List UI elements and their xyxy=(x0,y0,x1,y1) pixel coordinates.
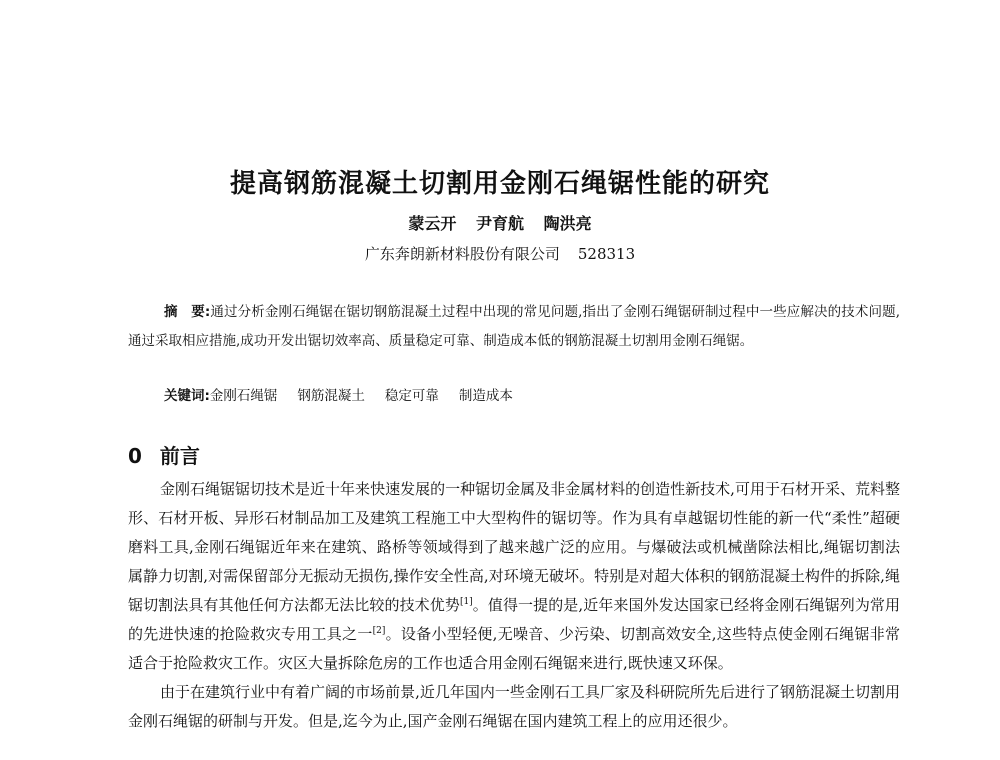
keyword: 金刚石绳锯 xyxy=(209,388,278,404)
citation-ref: [2] xyxy=(372,626,386,636)
keyword: 稳定可靠 xyxy=(384,388,439,404)
keywords-label: 关键词: xyxy=(164,388,210,404)
paragraph-text: 金刚石绳锯锯切技术是近十年来快速发展的一种锯切金属及非金属材料的创造性新技术,可用于石材开采、荒料整形、石材开板、异形石材制品加工及建筑工程施工中大型构件的锯切等。作为具有卓越锯切性能的新一代“柔性”超硬磨料工具,金刚石绳锯近年来在建筑、路桥等领域得到了越来越广泛的应用。与爆破法或机械凿除法相比,绳锯切割法属静力切割,对需保留部分无振动无损伤,操作安全性高,对环境无破坏。特别是对超大体积的钢筋混凝土构件的拆除,绳锯切割法具有其他任何方法都无法比较的技术优势 xyxy=(128,480,900,614)
abstract xyxy=(128,298,900,356)
affiliation-postcode: 528313 xyxy=(577,245,636,263)
body-paragraph: 由于在建筑行业中有着广阔的市场前景,近几年国内一些金刚石工具厂家及科研院所先后进行了钢筋混凝土切割用金刚石绳锯的研制与开发。但是,迄今为止,国产金刚石绳锯在国内建筑工程上的应用还很少。 xyxy=(128,683,900,730)
paper-title: 提高钢筋混凝土切割用金刚石绳锯性能的研究 xyxy=(229,169,770,199)
author-name: 陶洪亮 xyxy=(543,214,592,233)
section-body xyxy=(128,475,900,736)
paragraph-text: 。设备小型轻便,无噪音、少污染、切割高效安全,这些特点使金刚石绳锯非常适合于抢险救灾工作。灾区大量拆除危房的工作也适合用金刚石绳锯来进行,既快速又环保。 xyxy=(128,625,900,672)
body-paragraph xyxy=(128,475,900,678)
author-list xyxy=(0,212,1000,236)
affiliation-org: 广东奔朗新材料股份有限公司 xyxy=(364,245,560,263)
paragraph-text: 。值得一提的是,近年来国外发达国家已经将金刚石绳锯列为常用的先进快速的抢险救灾专用工具之一 xyxy=(128,596,900,643)
citation-ref: [1] xyxy=(459,597,473,607)
section-heading xyxy=(128,441,200,471)
affiliation xyxy=(0,242,1000,266)
abstract-label: 摘 要: xyxy=(164,304,211,320)
keyword: 钢筋混凝土 xyxy=(297,388,365,404)
author-name: 尹育航 xyxy=(475,214,524,233)
abstract-text: 通过分析金刚石绳锯在锯切钢筋混凝土过程中出现的常见问题,指出了金刚石绳锯研制过程中一些应解决的技术问题,通过采取相应措施,成功开发出锯切效率高、质量稳定可靠、制造成本低的钢筋混凝土切割用金刚石绳锯。 xyxy=(128,304,900,349)
section-title: 前言 xyxy=(159,444,200,468)
author-name: 蒙云开 xyxy=(408,214,457,233)
section-number: 0 xyxy=(128,444,142,468)
keywords xyxy=(164,384,900,408)
keyword: 制造成本 xyxy=(458,388,513,404)
